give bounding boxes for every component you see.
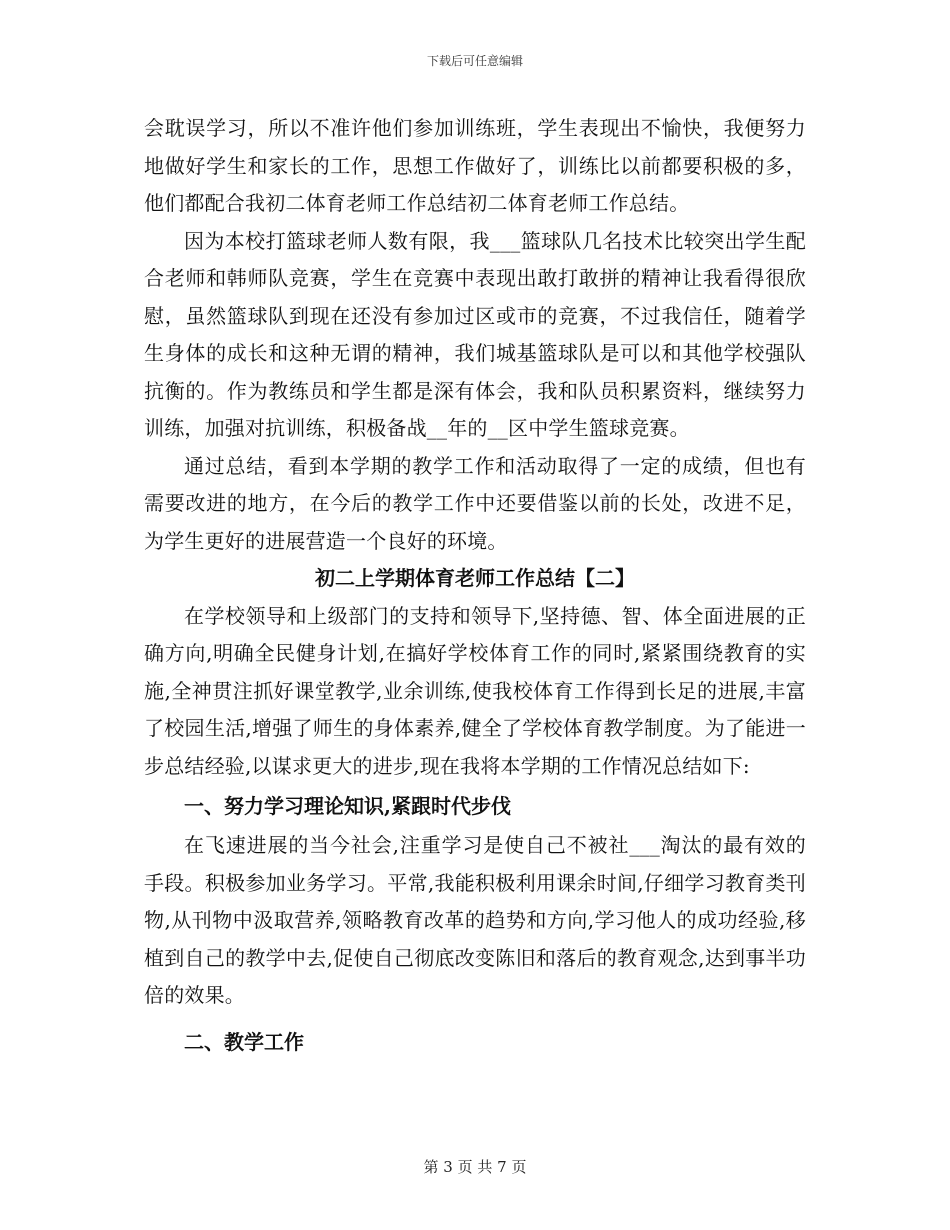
document-body [144,110,806,1063]
paragraph-3: 通过总结，看到本学期的教学工作和活动取得了一定的成绩，但也有需要改进的地方，在今后的教学工作中还要借鉴以前的长处，改进不足，为学生更好的进展营造一个良好的环境。 [144,453,806,553]
paragraph-2: 因为本校打篮球老师人数有限，我___篮球队几名技术比较突出学生配合老师和韩师队竞赛，学生在竞赛中表现出敢打敢拼的精神让我看得很欣慰，虽然篮球队到现在还没有参加过区或市的竞赛，不过我信任，随着学生身体的成长和这种无谓的精神，我们城基篮球队是可以和其他学校强队抗衡的。作为教练员和学生都是深有体会，我和队员积累资料，继续努力训练，加强对抗训练，积极备战__年的__区中学生篮球竞赛。 [144,228,806,440]
page-footer: 第 3 页 共 7 页 [423,1158,527,1176]
paragraph-4: 在学校领导和上级部门的支持和领导下,坚持德、智、体全面进展的正确方向,明确全民健身计划,在搞好学校体育工作的同时,紧紧围绕教育的实施,全神贯注抓好课堂教学,业余训练,使我校体育工作得到长足的进展,丰富了校园生活,增强了师生的身体素养,健全了学校体育教学制度。为了能进一步总结经验,以谋求更大的进步,现在我将本学期的工作情况总结如下: [144,603,806,778]
section-title: 初二上学期体育老师工作总结【二】 [315,566,635,590]
paragraph-5: 在飞速进展的当今社会,注重学习是使自己不被社___淘汰的最有效的手段。积极参加业务学习。平常,我能积极利用课余时间,仔细学习教育类刊物,从刊物中汲取营养,领略教育改革的趋势和方向,学习他人的成功经验,移植到自己的教学中去,促使自己彻底改变陈旧和落后的教育观念,达到事半功倍的效果。 [144,833,806,1007]
paragraph-1: 会耽误学习，所以不准许他们参加训练班，学生表现出不愉快，我便努力地做好学生和家长的工作，思想工作做好了，训练比以前都要积极的多，他们都配合我初二体育老师工作总结初二体育老师工作总结。 [144,116,806,215]
heading-1: 一、努力学习理论知识,紧跟时代步伐 [184,794,511,818]
page-header: 下载后可任意编辑 [426,54,523,68]
heading-2: 二、教学工作 [184,1029,304,1054]
